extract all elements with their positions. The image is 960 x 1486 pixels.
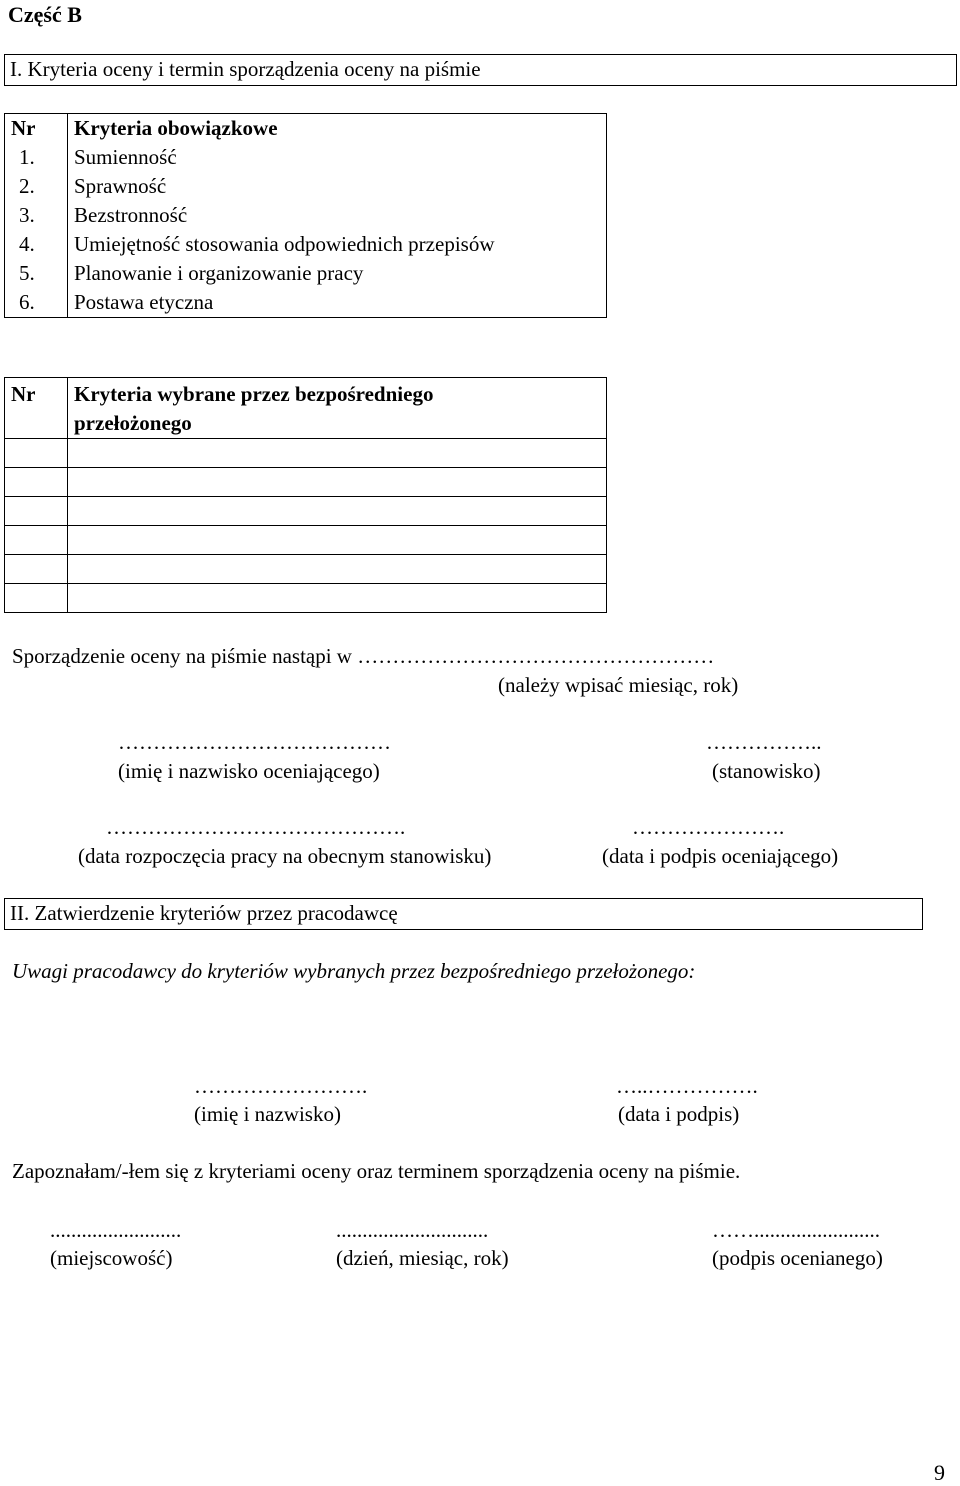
employer-date-dots[interactable]: …..……………. (616, 1074, 758, 1098)
empty-row (5, 497, 607, 526)
table-row (5, 201, 607, 230)
empty-nr-cell[interactable] (5, 584, 68, 613)
selected-criteria-table (4, 377, 607, 613)
evaluator-dots[interactable]: ………………………………… (118, 730, 391, 754)
empty-criteria-cell[interactable] (68, 526, 607, 555)
row-label: Postawa etyczna (68, 288, 607, 318)
row-nr: 6. (5, 288, 68, 318)
signed-dots[interactable]: ……........................ (712, 1218, 880, 1242)
row-nr: 5. (5, 259, 68, 288)
date-statement-dots[interactable]: …………………………………………… (357, 644, 715, 668)
header-criteria-line2: przełożonego (74, 411, 192, 435)
date-statement-hint: (należy wpisać miesiąc, rok) (498, 673, 739, 697)
table-row (5, 143, 607, 172)
employer-date-label: (data i podpis) (618, 1102, 740, 1126)
empty-row (5, 439, 607, 468)
row-nr: 3. (5, 201, 68, 230)
table-row (5, 259, 607, 288)
section-2-title: II. Zatwierdzenie kryteriów przez pracodawcę (10, 901, 398, 925)
row-nr: 4. (5, 230, 68, 259)
section-1-title: I. Kryteria oceny i termin sporządzenia oceny na piśmie (10, 57, 481, 81)
table-row (5, 230, 607, 259)
header-nr: Nr (5, 378, 68, 439)
empty-criteria-cell[interactable] (68, 584, 607, 613)
header-nr: Nr (5, 114, 68, 144)
header-criteria-line1: Kryteria wybrane przez bezpośredniego (74, 382, 434, 406)
evaluator-label: (imię i nazwisko oceniającego) (118, 759, 380, 783)
row-label: Umiejętność stosowania odpowiednich przepisów (68, 230, 607, 259)
row-nr: 2. (5, 172, 68, 201)
employer-name-dots[interactable]: ……………………. (194, 1074, 368, 1098)
empty-criteria-cell[interactable] (68, 468, 607, 497)
empty-criteria-cell[interactable] (68, 497, 607, 526)
empty-row (5, 555, 607, 584)
empty-nr-cell[interactable] (5, 555, 68, 584)
table-row (5, 288, 607, 318)
place-dots[interactable]: ......................... (50, 1218, 182, 1242)
empty-nr-cell[interactable] (5, 468, 68, 497)
evaluator-sign-dots[interactable]: …………………. (632, 815, 785, 839)
acknowledgement-text: Zapoznałam/-łem się z kryteriami oceny oraz terminem sporządzenia oceny na piśmie. (12, 1159, 741, 1183)
position-dots[interactable]: …………….. (706, 730, 822, 754)
empty-row (5, 468, 607, 497)
empty-row (5, 584, 607, 613)
date-statement-text: Sporządzenie oceny na piśmie nastąpi w (12, 644, 352, 668)
header-criteria: Kryteria obowiązkowe (68, 114, 607, 144)
empty-nr-cell[interactable] (5, 526, 68, 555)
row-nr: 1. (5, 143, 68, 172)
signed-label: (podpis ocenianego) (712, 1246, 883, 1270)
place-label: (miejscowość) (50, 1246, 173, 1270)
empty-nr-cell[interactable] (5, 497, 68, 526)
header-criteria (68, 378, 607, 439)
empty-criteria-cell[interactable] (68, 555, 607, 584)
evaluator-sign-label: (data i podpis oceniającego) (602, 844, 839, 868)
table-header-row (5, 378, 607, 439)
employer-name-label: (imię i nazwisko) (194, 1102, 341, 1126)
table-row (5, 172, 607, 201)
part-title: Część B (8, 2, 82, 27)
date-statement (12, 644, 714, 669)
page-number: 9 (934, 1460, 945, 1485)
day-label: (dzień, miesiąc, rok) (336, 1246, 509, 1270)
empty-row (5, 526, 607, 555)
row-label: Sumienność (68, 143, 607, 172)
day-dots[interactable]: ............................. (336, 1218, 489, 1242)
mandatory-criteria-table (4, 113, 607, 318)
position-label: (stanowisko) (712, 759, 821, 783)
row-label: Sprawność (68, 172, 607, 201)
row-label: Bezstronność (68, 201, 607, 230)
empty-nr-cell[interactable] (5, 439, 68, 468)
table-header-row (5, 114, 607, 144)
empty-criteria-cell[interactable] (68, 439, 607, 468)
employer-notes-label: Uwagi pracodawcy do kryteriów wybranych przez bezpośredniego przełożonego: (12, 959, 696, 983)
start-date-label: (data rozpoczęcia pracy na obecnym stanowisku) (78, 844, 492, 868)
row-label: Planowanie i organizowanie pracy (68, 259, 607, 288)
start-date-dots[interactable]: ……………………………………. (106, 815, 406, 839)
